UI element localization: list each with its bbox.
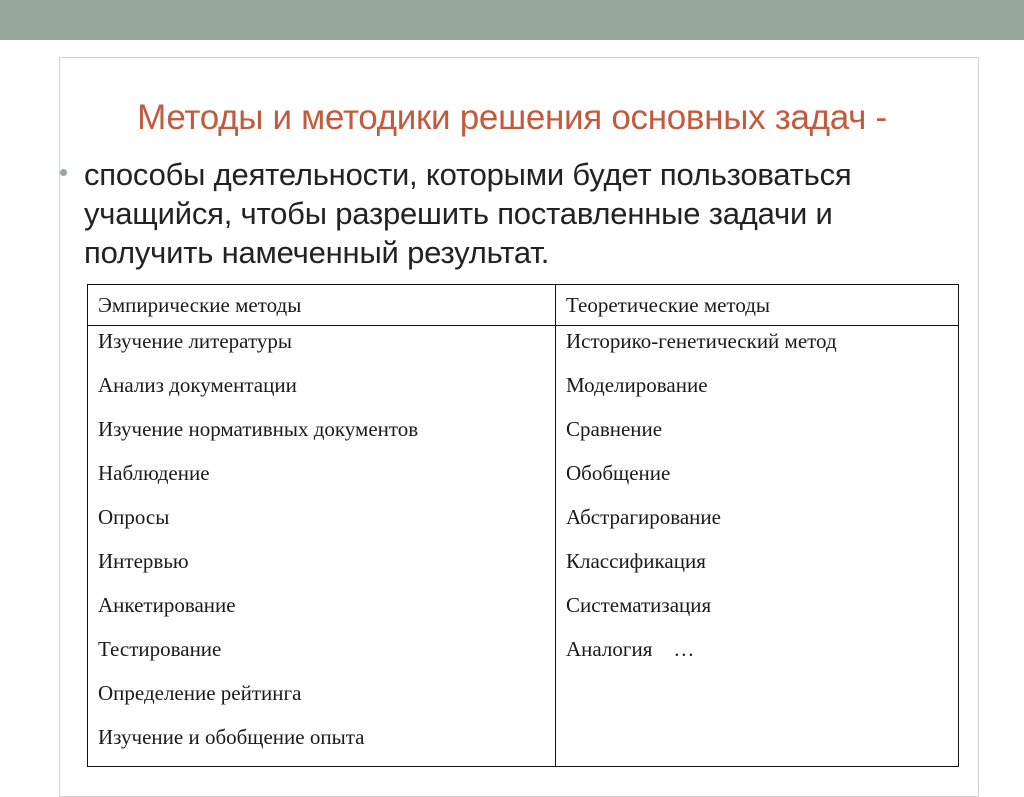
list-item: Анкетирование [98, 593, 236, 617]
list-item: Изучение и обобщение опыта [98, 725, 365, 749]
list-item: Сравнение [566, 417, 663, 441]
bullet-text: способы деятельности, которыми будет пользоваться учащийся, чтобы разрешить поставленные задачи и получить намеченный результат. [84, 157, 852, 270]
empirical-methods-cell [88, 326, 556, 767]
header-theoretical: Теоретические методы [556, 285, 959, 326]
list-item: Интервью [98, 549, 189, 573]
slide-title: Методы и методики решения основных задач - [137, 98, 887, 137]
list-item: Определение рейтинга [98, 681, 302, 705]
list-item: Историко-генетический метод [566, 329, 837, 353]
bullet-dot-icon [60, 169, 67, 176]
table-header-row [88, 285, 959, 326]
list-item: Анализ документации [98, 373, 297, 397]
list-item: Наблюдение [98, 461, 210, 485]
list-item: Тестирование [98, 637, 222, 661]
top-bar [0, 0, 1024, 40]
list-item: Обобщение [566, 461, 671, 485]
theoretical-methods-cell [556, 326, 959, 767]
list-item: Систематизация [566, 593, 712, 617]
list-item: Аналогия … [566, 637, 695, 661]
list-item: Изучение литературы [98, 329, 292, 353]
list-item: Опросы [98, 505, 170, 529]
list-item: Изучение нормативных документов [98, 417, 419, 441]
list-item: Моделирование [566, 373, 708, 397]
list-item: Классификация [566, 549, 706, 573]
header-empirical: Эмпирические методы [88, 285, 556, 326]
list-item: Абстрагирование [566, 505, 721, 529]
methods-table [87, 284, 959, 767]
table-row [88, 326, 959, 767]
